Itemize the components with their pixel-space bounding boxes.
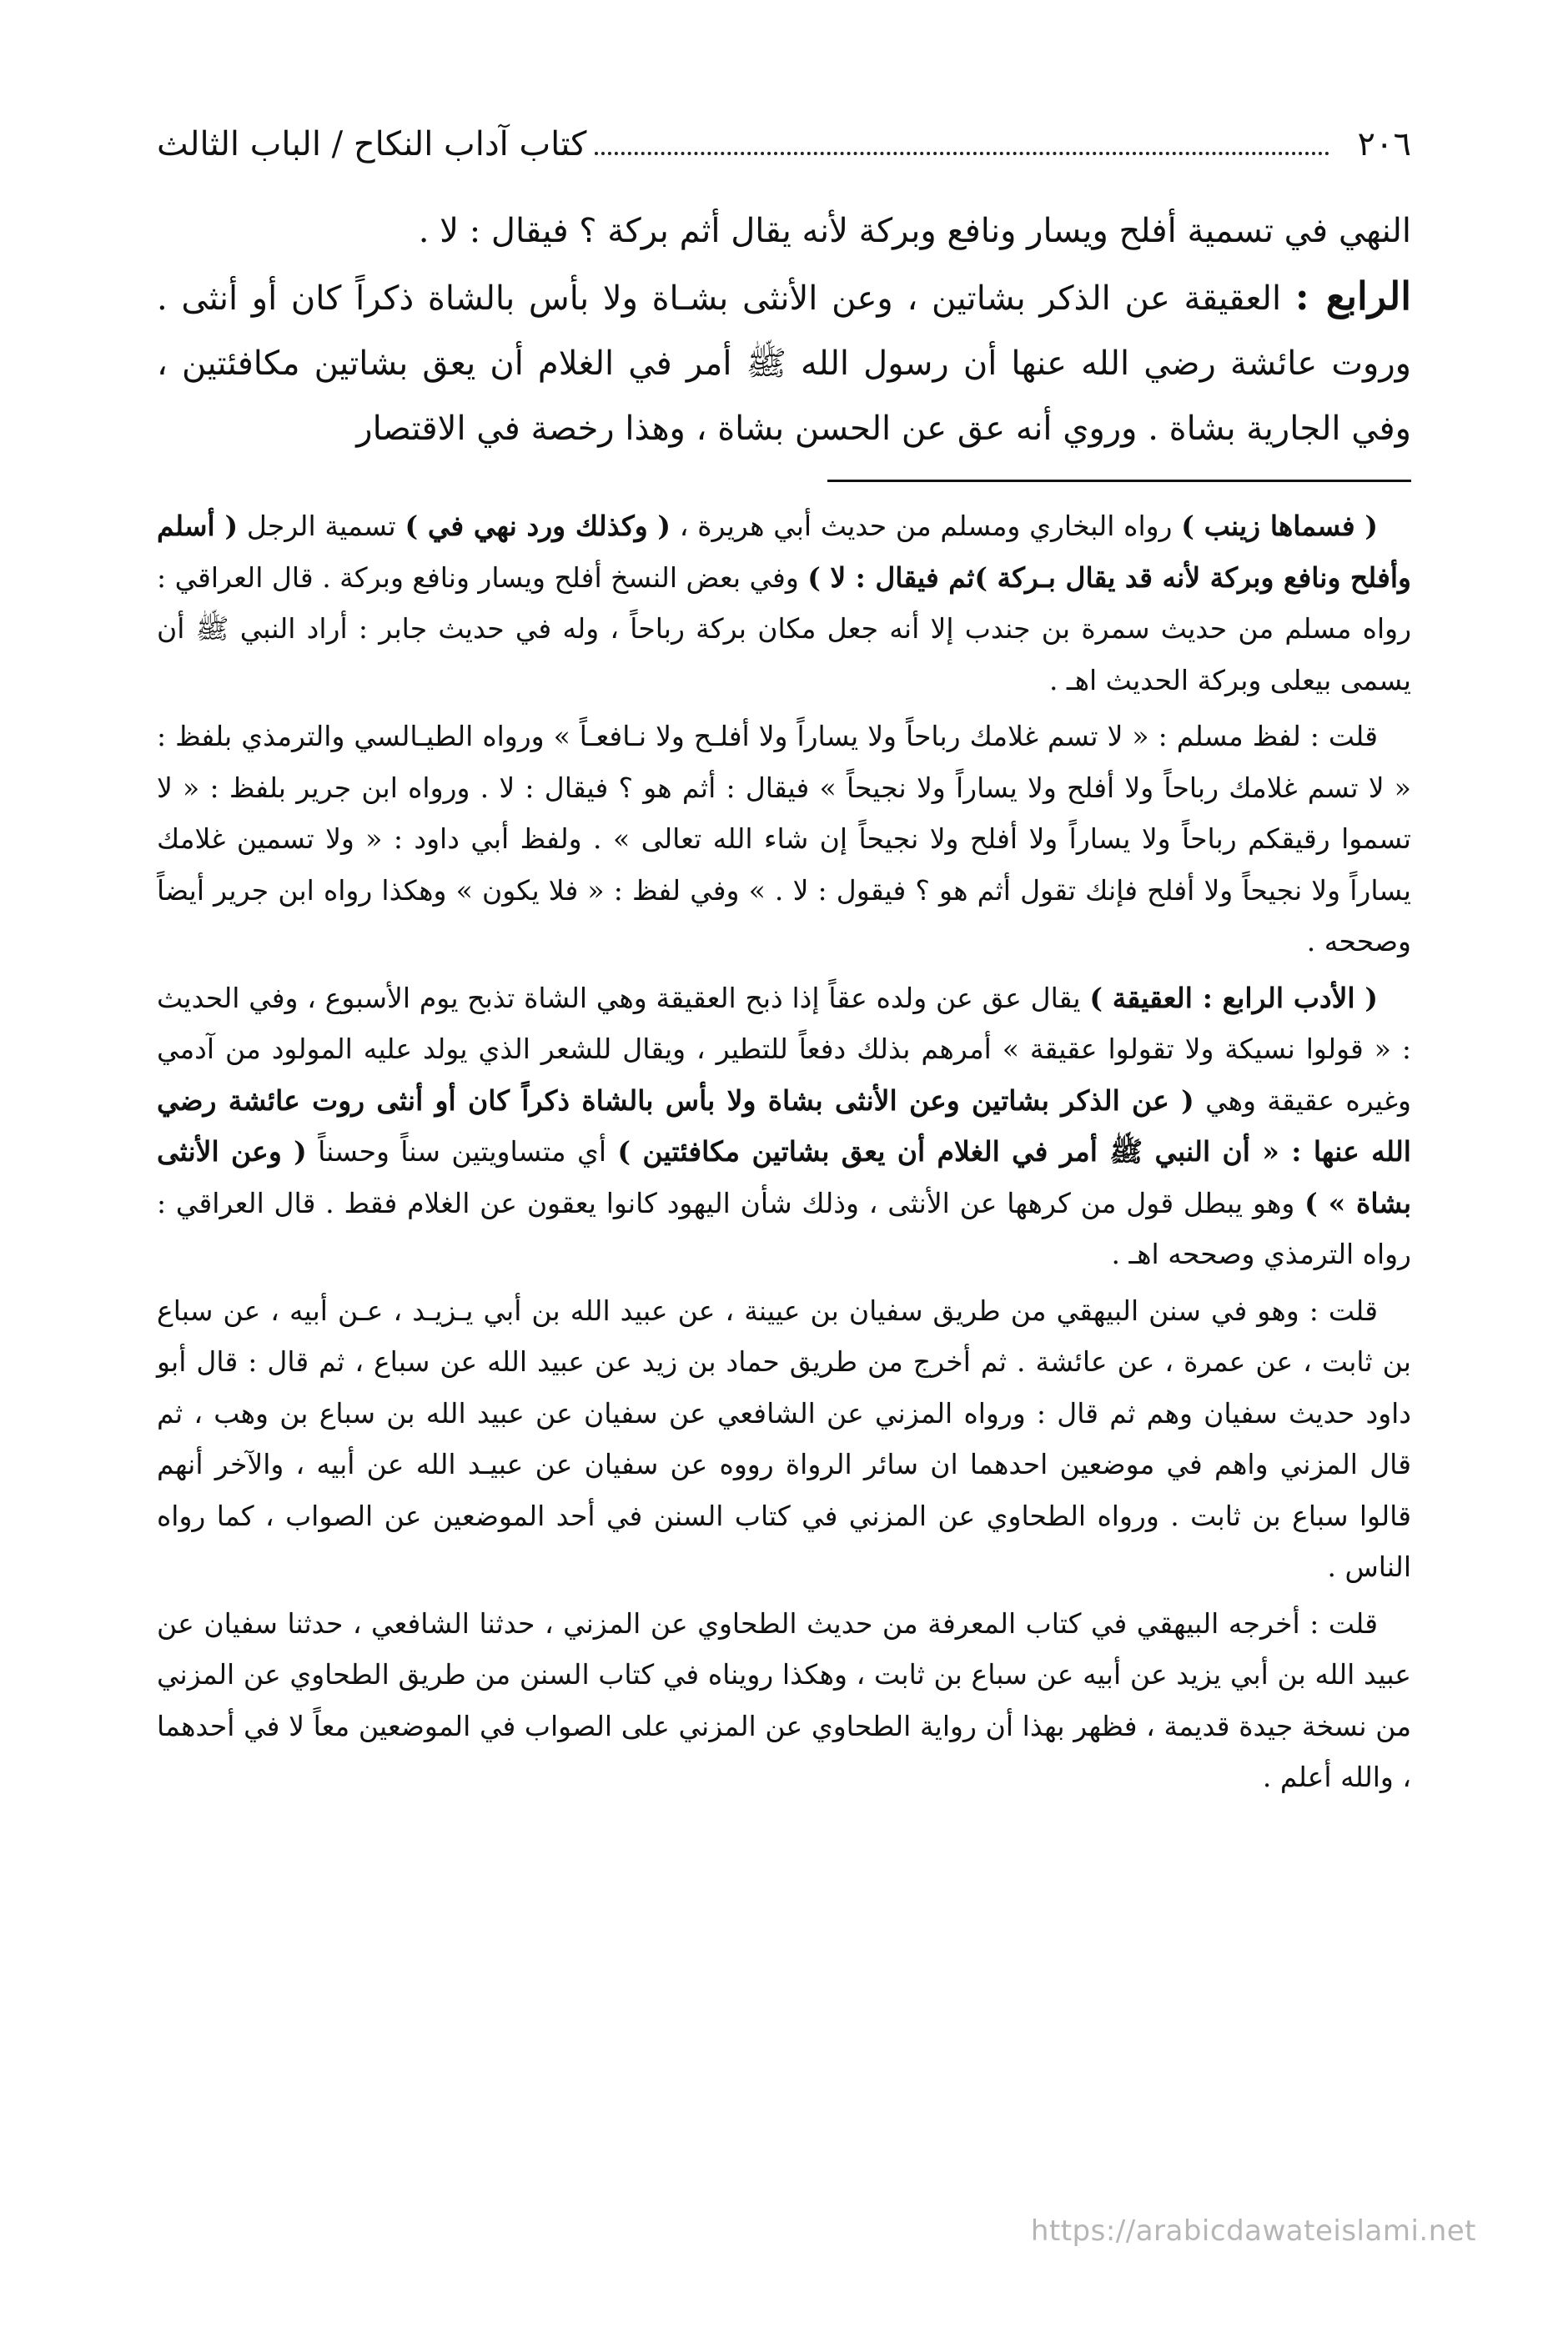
footnote-separator xyxy=(827,480,1411,482)
commentary-bold-span: ( الأدب الرابع : العقيقة ) xyxy=(1089,981,1378,1014)
commentary-bold-span: ( عن الذكر بشاتين وعن الأنثى بشاة ولا بأس بالشاة ذكراً كان أو أنثى روت عائشة رضي الله عنها : « أن النبي ﷺ أمر في الغلام أن يعق بشاتين مكافئتين ) xyxy=(157,1083,1411,1168)
header-dot-leader xyxy=(595,152,1329,155)
running-title: كتاب آداب النكاح / الباب الثالث xyxy=(157,125,587,163)
main-paragraph-2 xyxy=(157,264,1411,461)
commentary-bold-span: ( فسماها زينب ) xyxy=(1181,510,1379,542)
commentary-bold-span: ( أسلم وأفلح ونافع وبركة لأنه قد يقال بـركة )ثم فيقال : لا ) xyxy=(157,510,1411,594)
watermark-url: https://arabicdawateislami.net xyxy=(1030,2214,1476,2248)
commentary-span: رواه البخاري ومسلم من حديث أبي هريرة ، xyxy=(671,510,1182,542)
main-text xyxy=(157,199,1411,461)
commentary-span: وهو يبطل قول من كرهها عن الأنثى ، وذلك شأن اليهود كانوا يعقون عن الغلام فقط . قال العراقي : رواه الترمذي وصححه اهـ . xyxy=(157,1186,1411,1270)
section-lead-word: الرابع : xyxy=(1294,274,1411,319)
commentary xyxy=(157,500,1411,1803)
main-paragraph-2-text: العقيقة عن الذكر بشاتين ، وعن الأنثى بشـاة ولا بأس بالشاة ذكراً كان أو أنثى . وروت عائشة رضي الله عنها أن رسول الله ﷺ أمر في الغلام أن يعق بشاتين مكافئتين ، وفي الجارية بشاة . وروي أنه عق عن الحسن بشاة ، وهذا رخصة في الاقتصار xyxy=(157,279,1411,448)
commentary-span: تسمية الرجل xyxy=(238,510,405,542)
commentary-span: يقال عق عن ولده عقاً إذا ذبح العقيقة وهي الشاة تذبح يوم الأسبوع ، وفي الحديث : « قولوا نسيكة ولا تقولوا عقيقة » أمرهم بذلك دفعاً للتطير ، ويقال للشعر الذي يولد عليه المولود من آدمي وغيره عقيقة وهي xyxy=(157,981,1411,1117)
commentary-span: وفي بعض النسخ أفلح ويسار ونافع وبركة . قال العراقي : رواه مسلم من حديث سمرة بن جندب إلا أنه جعل مكان بركة رباحاً ، وله في حديث جابر : أراد النبي ﷺ أن يسمى بيعلى وبركة الحديث اهـ . xyxy=(157,560,1411,696)
commentary-paragraph-1 xyxy=(157,500,1411,706)
running-header xyxy=(157,125,1411,183)
main-paragraph-1: النهي في تسمية أفلح ويسار ونافع وبركة لأنه يقال أثم بركة ؟ فيقال : لا . xyxy=(418,212,1411,250)
commentary-paragraph-2: قلت : لفظ مسلم : « لا تسم غلامك رباحاً ولا يساراً ولا أفلـح ولا نـافعـاً » ورواه الطيـالسي والترمذي بلفظ : « لا تسم غلامك رباحاً ولا أفلح ولا يساراً ولا نجيحاً » فيقال : أثم هو ؟ فيقال : لا . ورواه ابن جرير بلفظ : « لا تسموا رقيقكم رباحاً ولا يساراً ولا أفلح ولا نجيحاً إن شاء الله تعالى » . ولفظ أبي داود : « ولا تسمين غلامك يساراً ولا نجيحاً ولا أفلح فإنك تقول أثم هو ؟ فيقول : لا . » وفي لفظ : « فلا يكون » وهكذا رواه ابن جرير أيضاً وصححه . xyxy=(157,720,1411,957)
commentary-bold-span: ( وعن الأنثى بشاة » ) xyxy=(157,1135,1411,1219)
commentary-paragraph-3 xyxy=(157,973,1411,1280)
page-number: ٢٠٦ xyxy=(1357,125,1411,163)
commentary-paragraph-5: قلت : أخرجه البيهقي في كتاب المعرفة من حديث الطحاوي عن المزني ، حدثنا الشافعي ، حدثنا سفيان عن عبيد الله بن أبي يزيد عن أبيه عن سباع بن ثابت ، وهكذا رويناه في كتاب السنن من طريق الطحاوي عن المزني من نسخة جيدة قديمة ، فظهر بهذا أن رواية الطحاوي عن المزني على الصواب في الموضعين معاً لا في أحدهما ، والله أعلم . xyxy=(157,1606,1411,1793)
commentary-span: أي متساويتين سناً وحسناً xyxy=(306,1135,618,1168)
commentary-paragraph-4: قلت : وهو في سنن البيهقي من طريق سفيان بن عيينة ، عن عبيد الله بن أبي يـزيـد ، عـن أبيه ، عن سباع بن ثابت ، عن عمرة ، عن عائشة . ثم أخرج من طريق حماد بن زيد عن عبيد الله عن سباع ، ثم قال : قال أبو داود حديث سفيان وهم ثم قال : ورواه المزني عن الشافعي عن سفيان عن عبيد الله بن سباع بن وهب ، ثم قال المزني واهم في موضعين احدهما ان سائر الرواة رووه عن سفيان عن عبيـد الله عن أبيه ، والآخر أنهم قالوا سباع بن ثابت . ورواه الطحاوي عن المزني في كتاب السنن في أحد الموضعين عن الصواب ، كما رواه الناس . xyxy=(157,1294,1411,1583)
commentary-bold-span: ( وكذلك ورد نهي في ) xyxy=(405,510,671,542)
